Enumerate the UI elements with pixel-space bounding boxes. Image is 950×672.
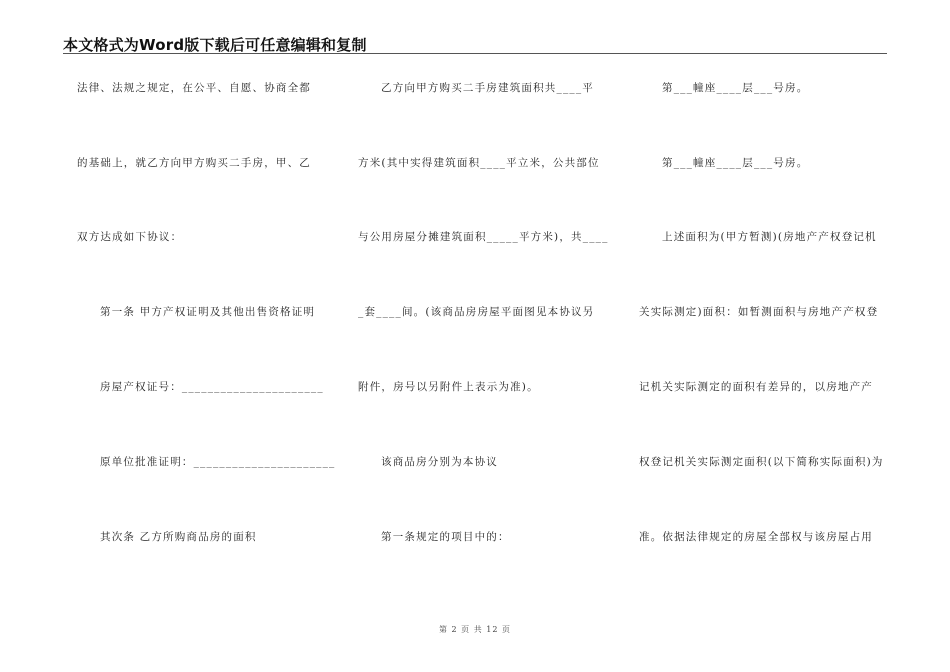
text-line: _套____间。(该商品房房屋平面图见本协议另 <box>358 306 595 318</box>
text-line: 与公用房屋分摊建筑面积_____平方米)，共____ <box>358 231 609 243</box>
text-line: 权登记机关实际测定面积(以下简称实际面积)为 <box>639 456 884 468</box>
text-line: 第一条规定的项目中的： <box>381 531 510 543</box>
text-line: 房屋产权证号：______________________ <box>100 381 324 393</box>
text-line: 第一条 甲方产权证明及其他出售资格证明 <box>100 306 316 318</box>
text-line: 准。依据法律规定的房屋全部权与该房屋占用 <box>639 531 873 543</box>
text-line: 乙方向甲方购买二手房建筑面积共____平 <box>381 82 594 94</box>
text-line: 该商品房分别为本协议 <box>381 456 498 468</box>
text-line: 双方达成如下协议： <box>77 231 183 243</box>
document-header-title: 本文格式为Word版下载后可任意编辑和复制 <box>63 36 367 54</box>
text-line: 方米(其中实得建筑面积____平立米，公共部位 <box>358 157 600 169</box>
text-line: 附件，房号以另附件上表示为准)。 <box>358 381 539 393</box>
text-line: 法律、法规之规定，在公平、自愿、协商全都 <box>77 82 311 94</box>
header-divider <box>63 53 887 54</box>
text-line: 原单位批准证明：______________________ <box>100 456 336 468</box>
text-line: 第___幢座____层___号房。 <box>662 82 809 94</box>
page-number-footer: 第 2 页 共 12 页 <box>439 625 511 634</box>
text-line: 其次条 乙方所购商品房的面积 <box>100 531 257 543</box>
text-line: 记机关实际测定的面积有差异的，以房地产产 <box>639 381 873 393</box>
text-line: 上述面积为(甲方暂测)(房地产产权登记机 <box>662 231 877 243</box>
text-line: 的基础上，就乙方向甲方购买二手房，甲、乙 <box>77 157 311 169</box>
text-line: 第___幢座____层___号房。 <box>662 157 809 169</box>
text-line: 关实际测定)面积：如暂测面积与房地产产权登 <box>639 306 879 318</box>
